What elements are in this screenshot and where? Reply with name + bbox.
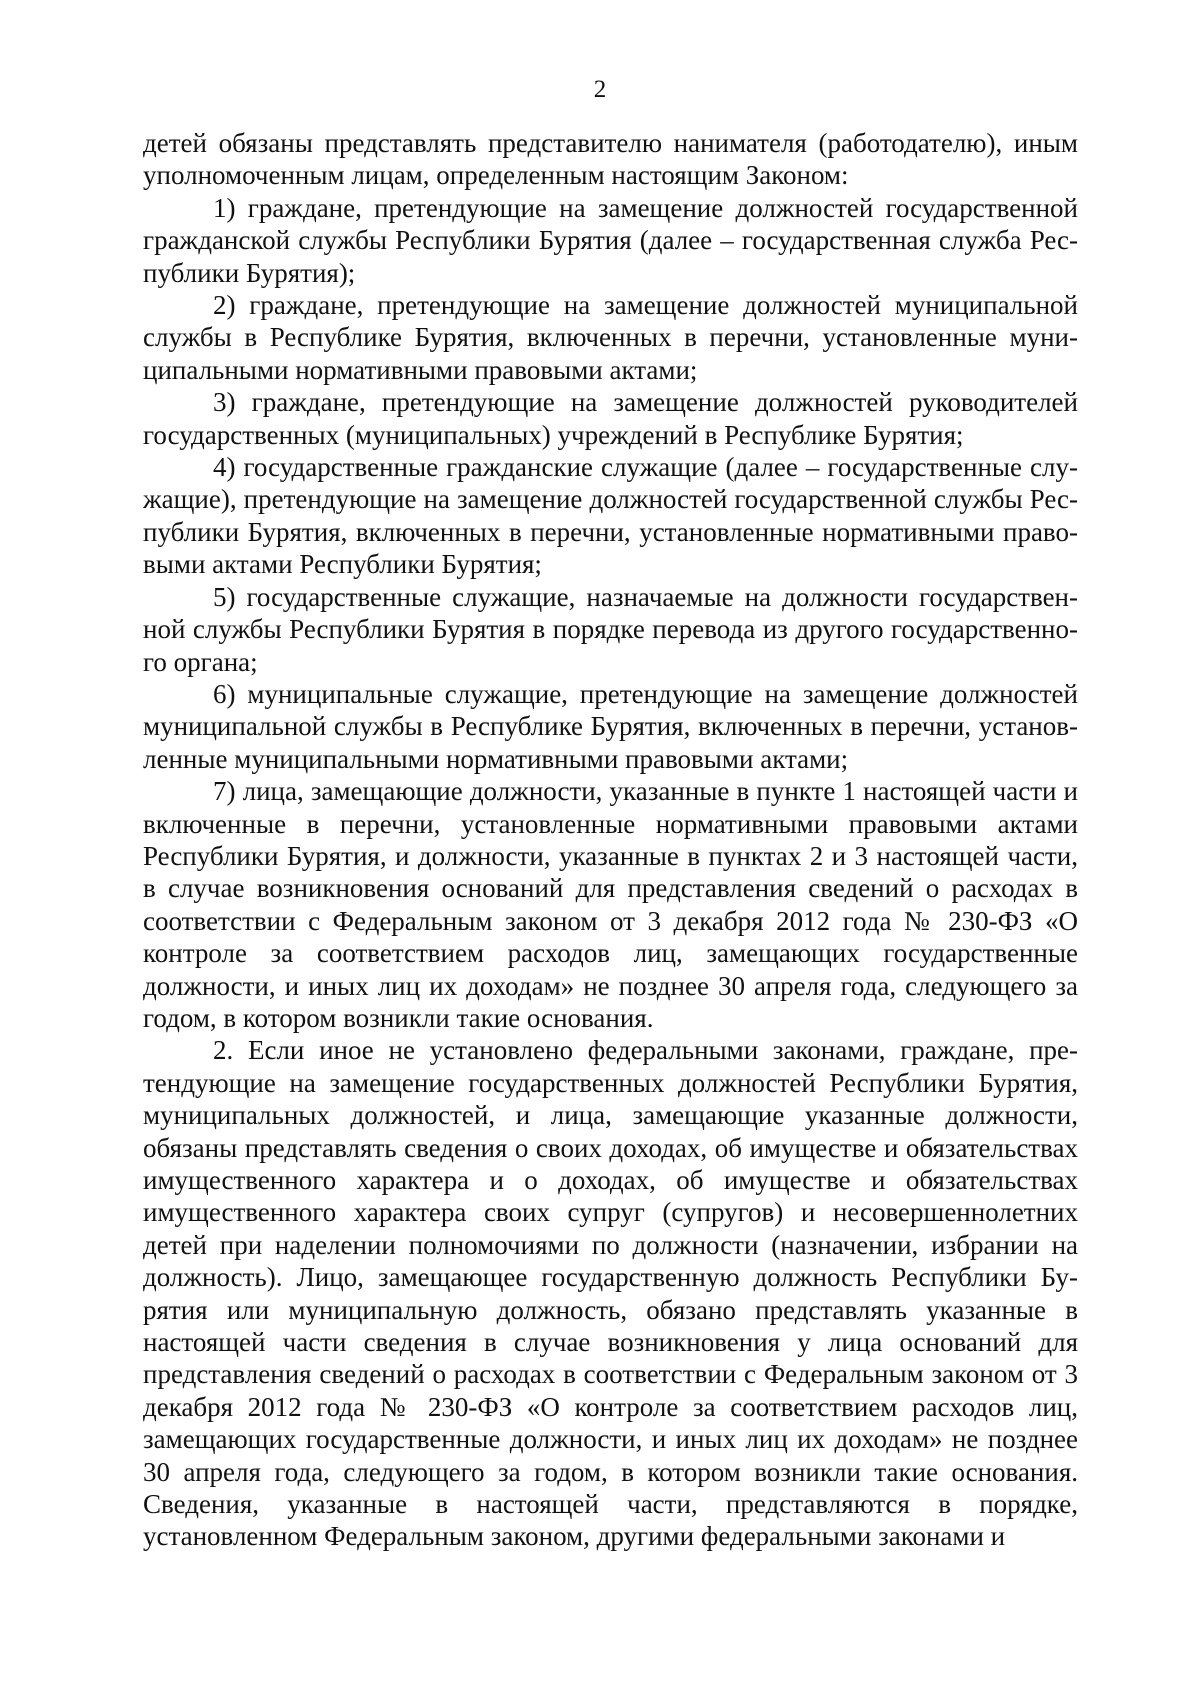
document-body <box>143 127 1078 1553</box>
page-number: 2 <box>593 76 607 103</box>
list-item-1: 1) граждане, претендующие на замещение должностей государственной гражданской службы Республики Бурятия (далее – государственная служба Республики Бурятия); <box>143 192 1078 288</box>
list-item-2: 2) граждане, претендующие на замещение должностей муниципальной службы в Республике Бурятия, включенных в перечни, установленные муниципальными нормативными правовыми актами; <box>143 290 1078 385</box>
section-2-paragraph: 2. Если иное не установлено федеральными законами, граждане, претендующие на замещение государственных должностей Республики Бурятия, муниципальных должностей, и лица, замещающие указанные должности, обязаны представлять сведения о своих доходах, об имуществе и обязательствах имущественного характера и о доходах, об имуществе и обязательствах имущественного характера своих супруг (супругов) и несовершеннолетних детей при наделении полномочиями по должности (назначении, избрании на должность). Лицо, замещающее государственную должность Республики Бурятия или муниципальную должность, обязано представлять указанные в настоящей части сведения в случае возникновения у лица оснований для представления сведений о расходах в соответствии с Федеральным законом от 3 декабря 2012 года № 230-ФЗ «О контроле за соответствием расходов лиц, замещающих государственные должности, и иных лиц их доходам» не позднее 30 апреля года, следующего за годом, в котором возникли такие основания. Сведения, указанные в настоящей части, представляются в порядке, установленном Федеральным законом, другими федеральными законами и <box>143 1035 1078 1552</box>
list-item-5: 5) государственные служащие, назначаемые на должности государственной службы Республики Бурятия в порядке перевода из другого государственного органа; <box>143 581 1078 677</box>
list-item-7: 7) лица, замещающие должности, указанные в пункте 1 настоящей части и включенные в перечни, установленные нормативными правовыми актами Республики Бурятия, и должности, указанные в пунктах 2 и 3 настоящей части, в случае возникновения оснований для представления сведений о расходах в соответствии с Федеральным законом от 3 декабря 2012 года № 230-ФЗ «О контроле за соответствием расходов лиц, замещающих государственные должности, и иных лиц их доходам» не позднее 30 апреля года, следующего за годом, в котором возникли такие основания. <box>143 776 1078 1033</box>
paragraph-intro: детей обязаны представлять представителю нанимателя (работодателю), иным уполномоченным лицам, определенным настоящим Законом: <box>143 128 1078 191</box>
list-item-6: 6) муниципальные служащие, претендующие на замещение должностей муниципальной службы в Республике Бурятия, включенных в перечни, установленные муниципальными нормативными правовыми актами; <box>143 678 1078 774</box>
list-item-4: 4) государственные гражданские служащие (далее – государственные служащие), претендующие на замещение должностей государственной службы Республики Бурятия, включенных в перечни, установленные нормативными правовыми актами Республики Бурятия; <box>143 452 1078 580</box>
list-item-3: 3) граждане, претендующие на замещение должностей руководителей государственных (муниципальных) учреждений в Республике Бурятия; <box>143 387 1078 450</box>
